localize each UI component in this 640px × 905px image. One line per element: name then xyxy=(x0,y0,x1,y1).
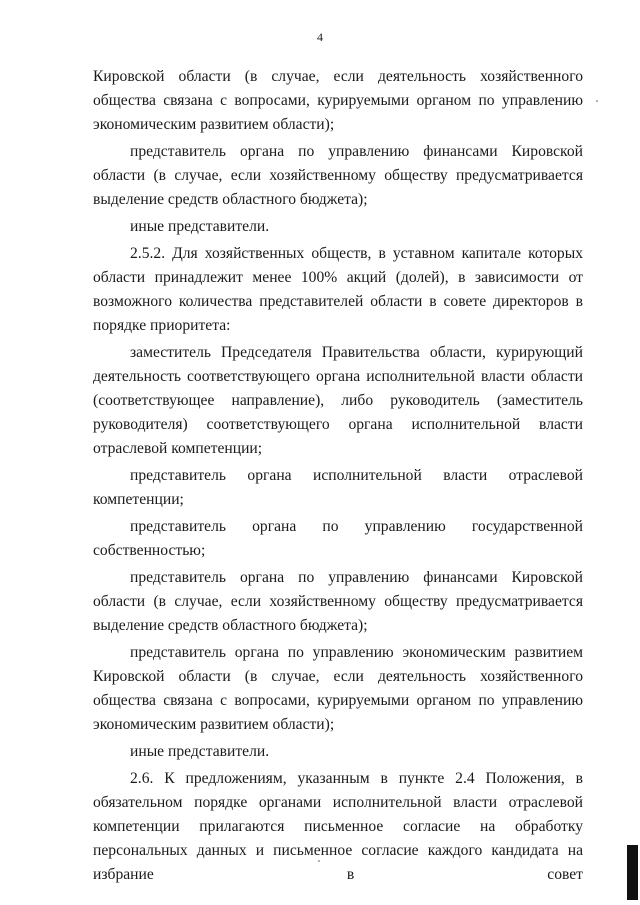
scan-speck xyxy=(596,100,598,102)
page-number: 4 xyxy=(317,30,323,44)
document-body xyxy=(93,65,583,890)
paragraph: Кировской области (в случае, если деятельность хозяйственного общества связана с вопросами, курируемыми органом по управлению экономическим развитием области); xyxy=(93,68,583,133)
paragraph: иные представители. xyxy=(130,218,270,235)
paragraph: иные представители. xyxy=(130,743,270,760)
scan-edge-mark xyxy=(627,845,638,900)
paragraph: представитель органа исполнительной власти отраслевой компетенции; xyxy=(93,467,583,508)
paragraph: представитель органа по управлению финансами Кировской области (в случае, если хозяйственному обществу предусматривается выделение средств областного бюджета); xyxy=(93,569,583,634)
paragraph: 2.5.2. Для хозяйственных обществ, в уставном капитале которых области принадлежит менее 100% акций (долей), в зависимости от возможного количества представителей области в совете директоров в порядке приоритета: xyxy=(93,245,583,334)
paragraph: представитель органа по управлению государственной собственностью; xyxy=(93,518,583,559)
paragraph: представитель органа по управлению финансами Кировской области (в случае, если хозяйственному обществу предусматривается выделение средств областного бюджета); xyxy=(93,143,583,208)
scan-speck xyxy=(318,860,320,862)
paragraph: 2.6. К предложениям, указанным в пункте 2.4 Положения, в обязательном порядке органами исполнительной власти отраслевой компетенции прилагаются письменное согласие на обработку персональных данных и письменное согласие каждого кандидата на избрание в совет xyxy=(93,770,583,883)
paragraph: представитель органа по управлению экономическим развитием Кировской области (в случае, если деятельность хозяйственного общества связана с вопросами, курируемыми органом по управлению экономическим развитием области); xyxy=(93,644,583,733)
paragraph: заместитель Председателя Правительства области, курирующий деятельность соответствующего органа исполнительной власти области (соответствующее направление), либо руководитель (заместитель руководителя) соответствующего органа исполнительной власти отраслевой компетенции; xyxy=(93,344,583,457)
